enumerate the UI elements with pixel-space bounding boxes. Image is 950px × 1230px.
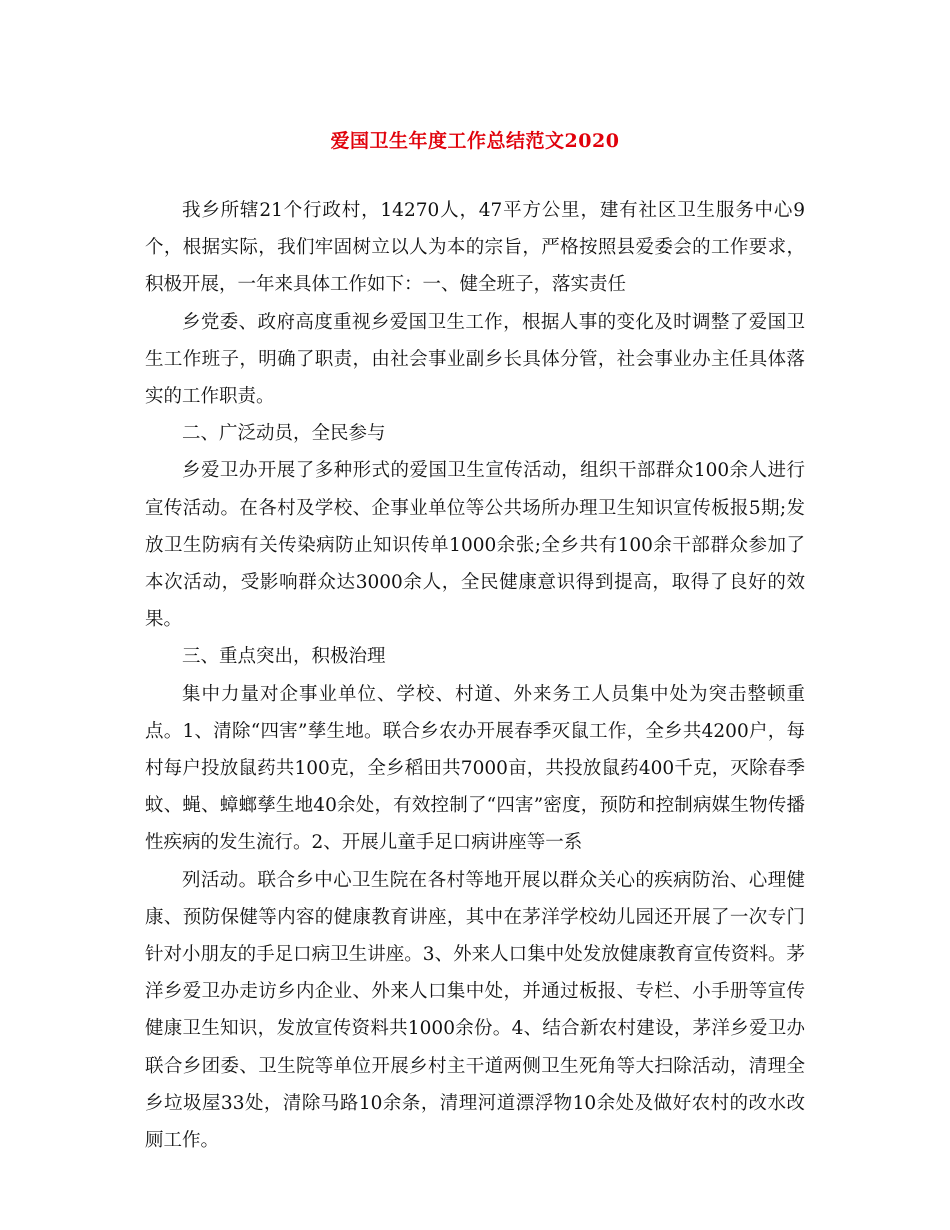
paragraph-publicity: 乡爱卫办开展了多种形式的爱国卫生宣传活动，组织干部群众100余人进行宣传活动。在各村及学校、企事业单位等公共场所办理卫生知识宣传板报5期;发放卫生防病有关传染病防止知识传单1000余张;全乡共有100余干部群众参加了本次活动，受影响群众达3000余人，全民健康意识得到提高，取得了良好的效果。 bbox=[145, 460, 805, 631]
document-body bbox=[145, 192, 805, 1159]
paragraph-pest-control: 集中力量对企事业单位、学校、村道、外来务工人员集中处为突击整顿重点。1、清除“四害”孳生地。联合乡农办开展春季灭鼠工作，全乡共4200户，每村每户投放鼠药共100克，全乡稻田共7000亩，共投放鼠药400千克，灭除春季蚊、蝇、蟑螂孳生地40余处，有效控制了“四害”密度，预防和控制病媒生物传播性疾病的发生流行。2、开展儿童手足口病讲座等一系 bbox=[145, 683, 805, 854]
paragraph-intro: 我乡所辖21个行政村，14270人，47平方公里，建有社区卫生服务中心9个，根据实际，我们牢固树立以人为本的宗旨，严格按照县爱委会的工作要求，积极开展，一年来具体工作如下：一、健全班子，落实责任 bbox=[145, 200, 805, 296]
section-heading-mobilization: 二、广泛动员，全民参与 bbox=[182, 423, 386, 445]
document-title: 爱国卫生年度工作总结范文2020 bbox=[330, 130, 620, 152]
section-heading-governance: 三、重点突出，积极治理 bbox=[182, 646, 386, 668]
paragraph-leadership: 乡党委、政府高度重视乡爱国卫生工作，根据人事的变化及时调整了爱国卫生工作班子，明确了职责，由社会事业副乡长具体分管，社会事业办主任具体落实的工作职责。 bbox=[145, 311, 805, 408]
paragraph-health-education: 列活动。联合乡中心卫生院在各村等地开展以群众关心的疾病防治、心理健康、预防保健等内容的健康教育讲座，其中在茅洋学校幼儿园还开展了一次专门针对小朋友的手足口病卫生讲座。3、外来人口集中处发放健康教育宣传资料。茅洋乡爱卫办走访乡内企业、外来人口集中处，并通过板报、专栏、小手册等宣传健康卫生知识，发放宣传资料共1000余份。4、结合新农村建设，茅洋乡爱卫办联合乡团委、卫生院等单位开展乡村主干道两侧卫生死角等大扫除活动，清理全乡垃圾屋33处，清除马路10余条，清理河道漂浮物10余处及做好农村的改水改厕工作。 bbox=[145, 869, 805, 1152]
